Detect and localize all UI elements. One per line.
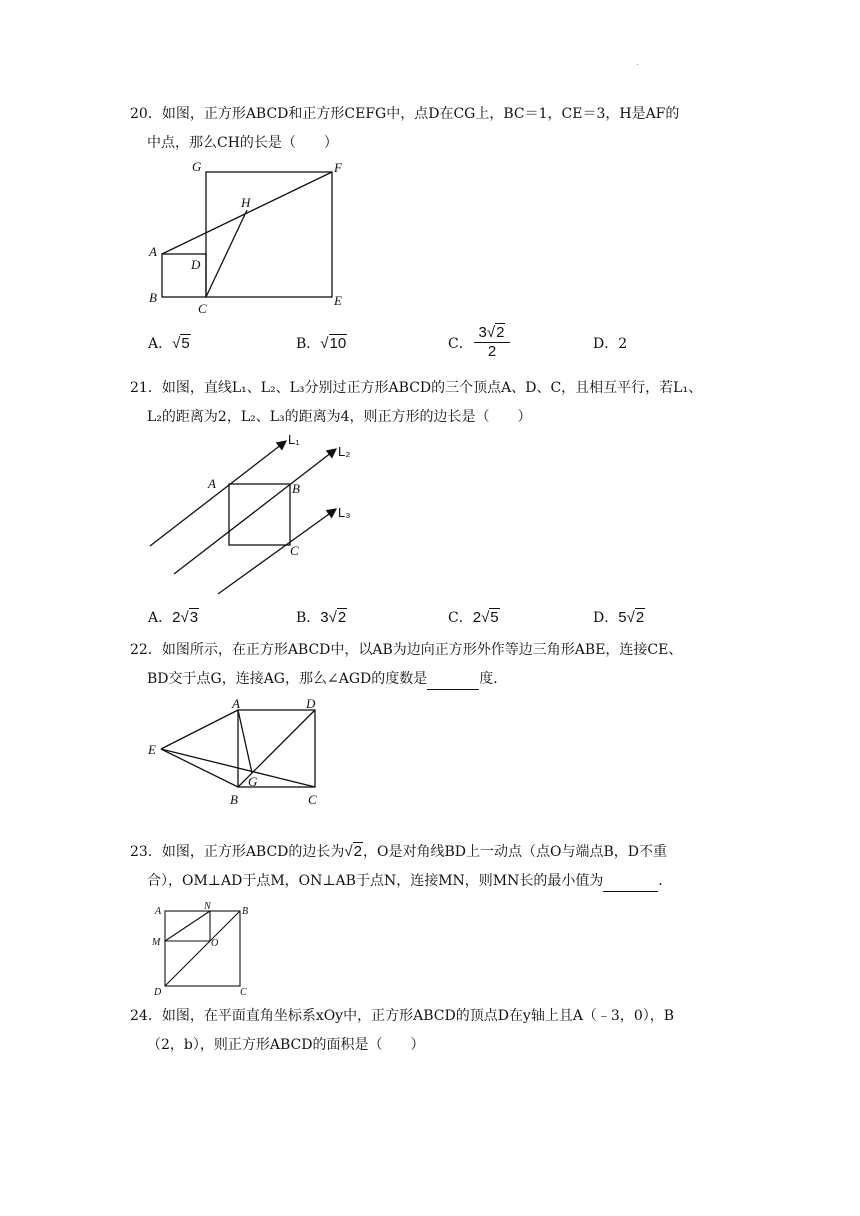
q22-text-line1: 22．如图所示，在正方形ABCD中，以AB为边向正方形外作等边三角形ABE，连接CE、 (130, 642, 683, 658)
q22-text-line2 (147, 669, 507, 690)
q20-label-c: C (198, 301, 207, 316)
sqrt-symbol: √ (320, 335, 329, 352)
q23-figure (145, 900, 260, 1000)
q21-text-line2: L₂的距离为2，L₂、L₃的距离为4，则正方形的边长是（ ） (147, 409, 532, 425)
q21-figure (140, 430, 370, 600)
q20-label-h: H (241, 195, 251, 210)
q23-segment-mn (165, 911, 210, 941)
q21-option-b-letter: B． (296, 610, 321, 626)
sqrt-symbol: √ (486, 324, 496, 341)
q22-label-a: A (232, 696, 240, 711)
q20-option-c-num-prefix: 3 (478, 324, 487, 341)
q21-option-c-prefix: 2 (472, 609, 482, 626)
q23-text-line1b: ，O是对角线BD上一动点（点O与端点B，D不重 (363, 844, 667, 860)
q21-option-b[interactable] (296, 606, 347, 630)
q21-option-d-prefix: 5 (618, 609, 627, 626)
q22-label-c: C (308, 792, 317, 807)
q20-option-a-letter: A． (148, 336, 173, 352)
q23-label-o: O (211, 938, 219, 949)
q23-text-line1a: 23．如图，正方形ABCD的边长为 (130, 844, 345, 860)
q21-line-l2 (174, 449, 336, 574)
q23-label-b: B (242, 906, 249, 917)
q20-label-a: A (149, 244, 157, 259)
q20-option-d[interactable] (593, 332, 627, 356)
q21-option-c-letter: C． (448, 610, 473, 626)
q21-square-abcd (229, 484, 290, 545)
q20-option-d-letter: D． (593, 336, 619, 352)
q22-segment-eb (161, 749, 238, 787)
q22-label-d: D (306, 696, 316, 711)
sqrt-symbol: √ (180, 609, 189, 626)
q22-segment-ag (238, 710, 252, 773)
q21-line-l1 (150, 441, 286, 546)
q22-answer-blank[interactable] (427, 669, 479, 690)
q23-text-line2 (147, 871, 672, 892)
q20-text-line1: 20．如图，正方形ABCD和正方形CEFG中，点D在CG上，BC＝1，CE＝3，H是AF的 (130, 106, 680, 122)
q21-option-b-prefix: 3 (320, 609, 329, 626)
q22-text-line2b: 度． (479, 671, 508, 687)
q21-option-c-radicand: 5 (490, 609, 499, 626)
q23-diagonal-bd (165, 911, 240, 986)
sqrt-symbol: √ (328, 609, 337, 626)
q23-label-d: D (154, 987, 162, 998)
q21-option-a-radicand: 3 (189, 609, 199, 626)
q20-label-b: B (149, 290, 157, 305)
q24-text-line2: （2，b），则正方形ABCD的面积是（ ） (147, 1037, 425, 1053)
q20-option-c-letter: C． (448, 336, 473, 352)
q21-label-b: B (292, 481, 300, 496)
q21-label-a: A (208, 476, 216, 491)
sqrt-symbol: √ (172, 335, 181, 352)
q22-label-e: E (148, 742, 156, 757)
q20-option-a-radicand: 5 (181, 335, 190, 352)
q20-option-c-fraction (474, 324, 510, 361)
q23-side-radicand: 2 (353, 843, 362, 860)
q20-option-c-num-radicand: 2 (496, 324, 505, 341)
q20-figure (140, 155, 360, 320)
q21-option-b-radicand: 2 (337, 609, 347, 626)
q20-option-c[interactable] (448, 324, 505, 368)
q23-label-c: C (240, 987, 247, 998)
q21-option-a[interactable] (148, 606, 199, 630)
q23-label-n: N (204, 901, 211, 912)
q22-label-g: G (248, 774, 258, 789)
q21-option-a-prefix: 2 (172, 609, 181, 626)
q20-square-cefg (206, 172, 332, 297)
q23-text-line2a: 合），OM⊥AD于点M，ON⊥AB于点N，连接MN，则MN长的最小值为 (147, 873, 604, 889)
q22-text-line2a: BD交于点G，连接AG，那么∠AGD的度数是 (147, 671, 428, 687)
q21-label-l3: L₃ (338, 505, 351, 520)
q20-label-d: D (191, 257, 201, 272)
q20-label-g: G (192, 159, 202, 174)
q21-label-l2: L₂ (338, 444, 351, 459)
q21-option-d-letter: D． (593, 610, 619, 626)
q20-label-e: E (334, 293, 342, 308)
q22-segment-ea (161, 710, 238, 749)
q20-option-d-value: 2 (618, 336, 628, 352)
q20-segment-af (162, 172, 332, 254)
q21-text-line1: 21．如图，直线L₁、L₂、L₃分别过正方形ABCD的三个顶点A、D、C，且相互平行，若L₁、 (130, 380, 703, 396)
q22-figure (140, 694, 340, 809)
header-mark: · (636, 60, 640, 71)
q23-answer-blank[interactable] (603, 871, 658, 892)
sqrt-symbol: √ (344, 843, 353, 860)
sqrt-symbol: √ (481, 609, 490, 626)
q20-label-f: F (334, 160, 342, 175)
q21-option-a-letter: A． (148, 610, 173, 626)
q24-text-line1: 24．如图，在平面直角坐标系xOy中，正方形ABCD的顶点D在y轴上且A（﹣3，0），B (130, 1008, 675, 1024)
q23-text-line2b: ． (658, 873, 673, 889)
q20-text-line2: 中点，那么CH的长是（ ） (147, 135, 338, 151)
q21-option-c[interactable] (448, 606, 500, 630)
sqrt-symbol: √ (626, 609, 635, 626)
q21-label-l1: L₁ (288, 432, 300, 447)
q20-option-b-radicand: 10 (329, 335, 347, 352)
q21-option-d-radicand: 2 (635, 609, 645, 626)
q23-label-m: M (152, 937, 161, 948)
q22-label-b: B (230, 792, 238, 807)
q20-option-b[interactable] (296, 332, 347, 356)
q20-option-c-denominator: 2 (487, 343, 497, 360)
q21-label-c: C (290, 543, 299, 558)
q23-text-line1 (130, 842, 667, 862)
q20-option-b-letter: B． (296, 336, 321, 352)
q20-option-a[interactable] (148, 332, 191, 356)
q23-label-a: A (155, 906, 162, 917)
q21-option-d[interactable] (593, 606, 645, 630)
q21-line-l3 (218, 509, 336, 594)
